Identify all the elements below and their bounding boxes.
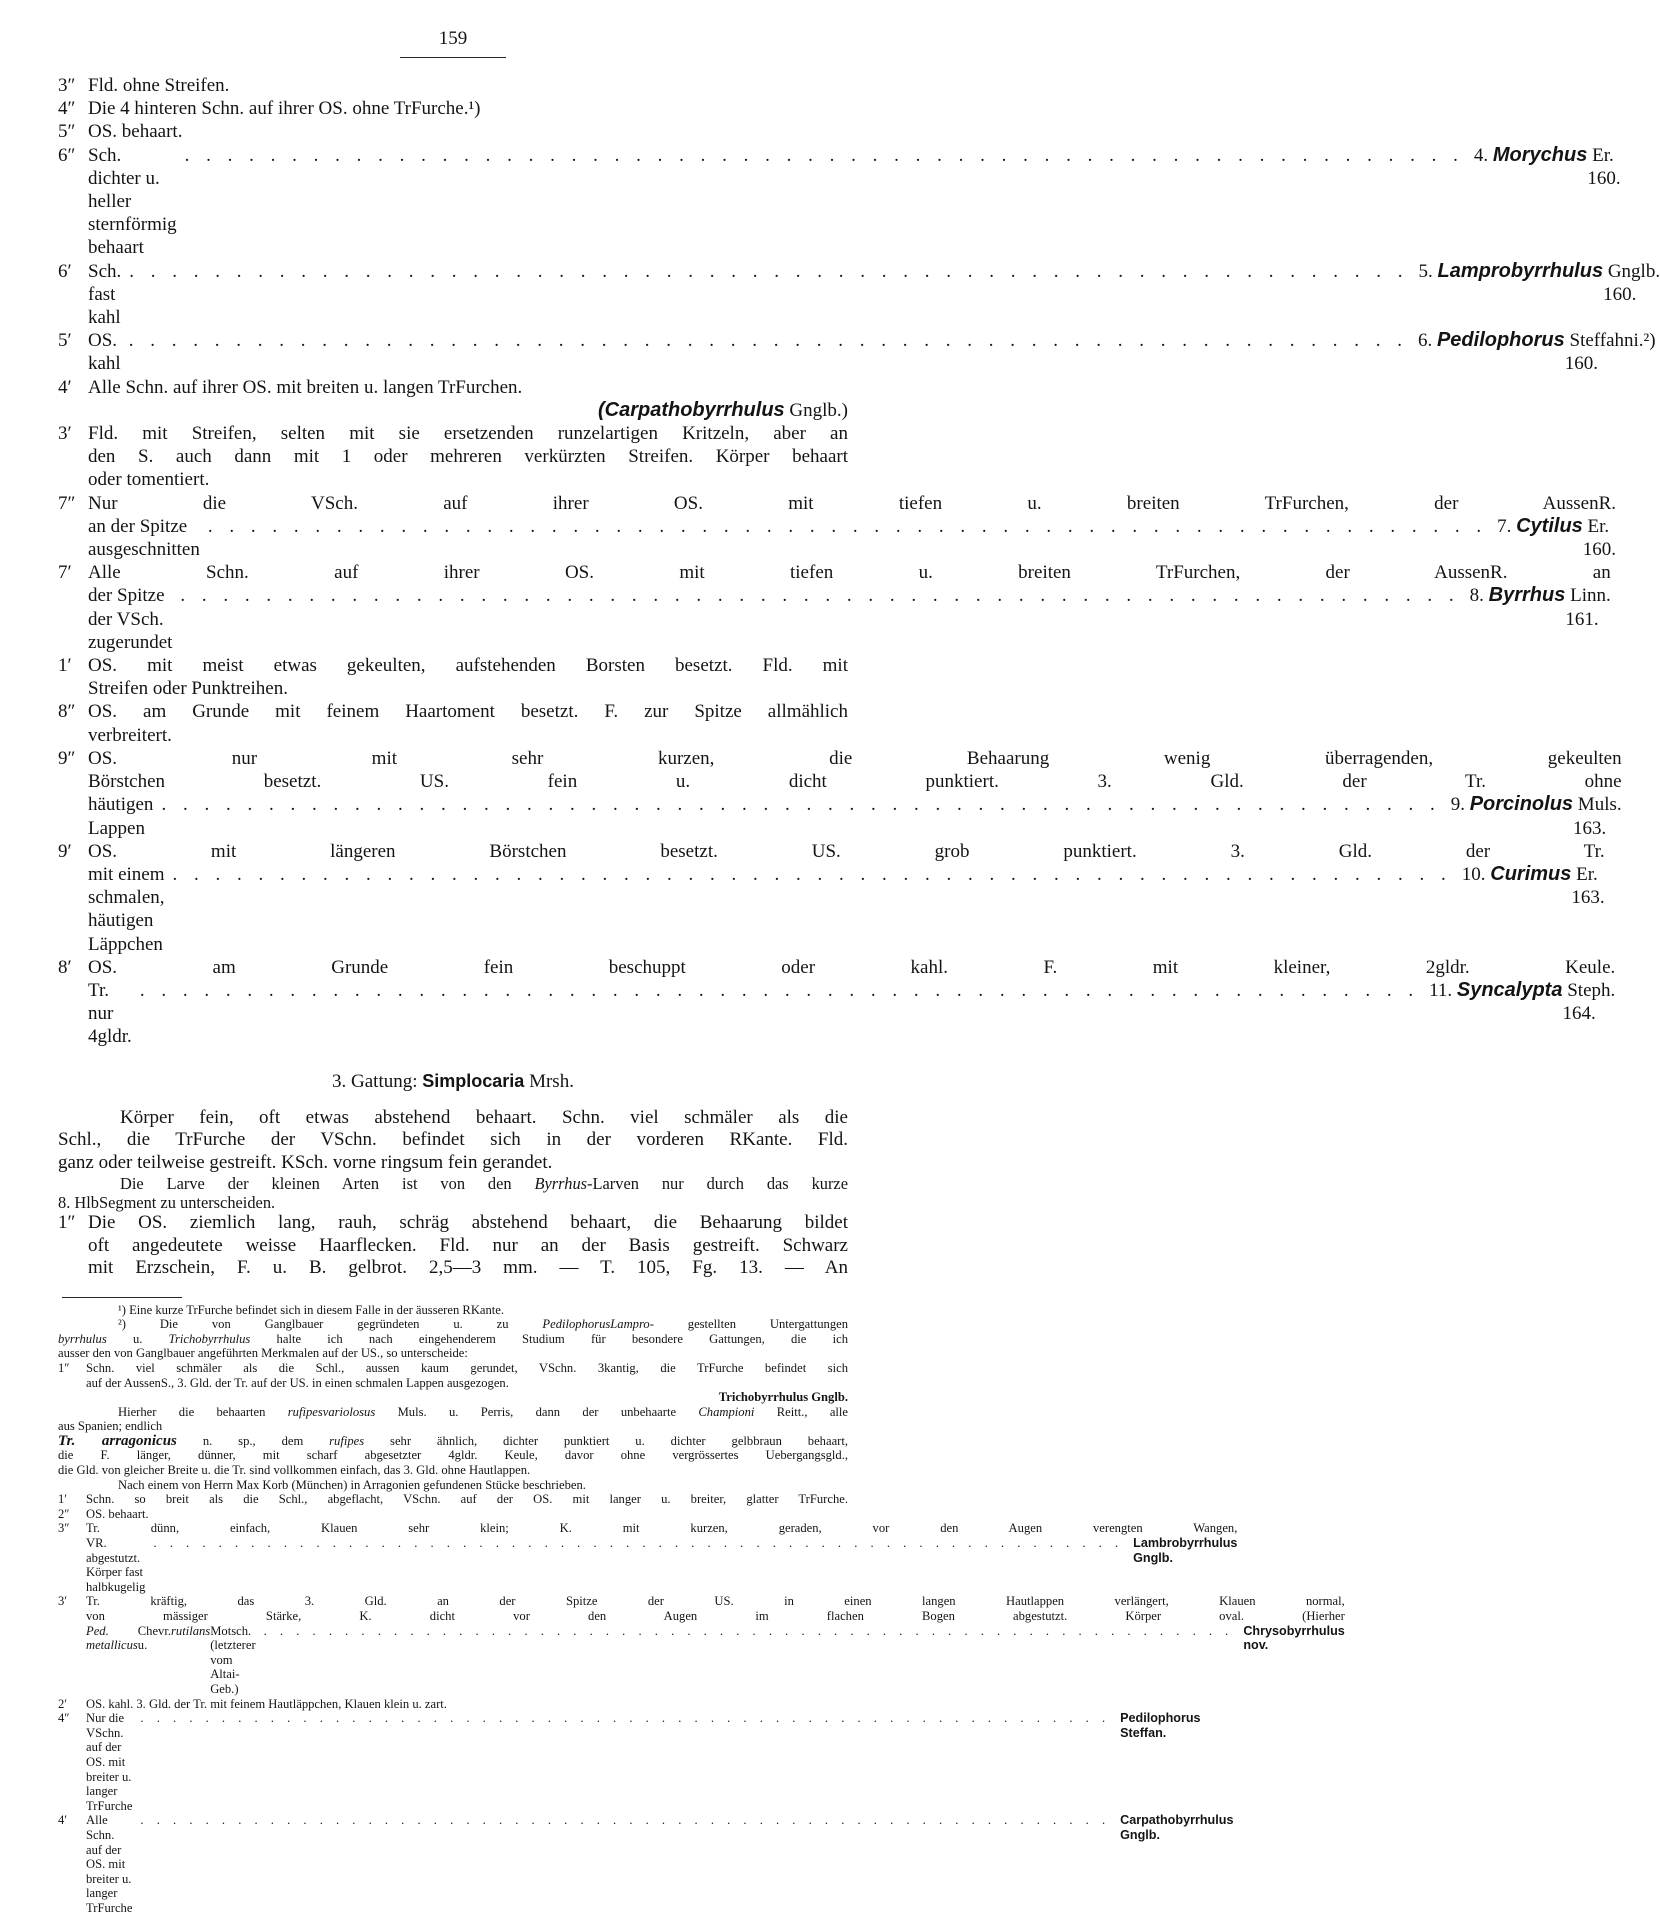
- key-number: 8.: [1469, 585, 1489, 607]
- key-body: [88, 700, 848, 746]
- key-text: Fld. mit Streifen, selten mit sie ersetzenden runzelartigen Kritzeln, aber an: [88, 423, 848, 445]
- footnote-key-body: [86, 1697, 848, 1712]
- key-entry: [58, 840, 1605, 956]
- section-prefix: 3. Gattung:: [332, 1070, 418, 1092]
- taxon-name: Byrrhus: [534, 1174, 588, 1194]
- footnote-key-label: 3″: [58, 1521, 70, 1536]
- key-text: Die 4 hinteren Schn. auf ihrer OS. ohne TrFurche.¹): [88, 98, 481, 120]
- footnote-2-line: [58, 1346, 848, 1361]
- footnote-arragonicus-line: [58, 1434, 848, 1449]
- footnote-hierher-line: [58, 1419, 848, 1434]
- key-entry: [58, 143, 1621, 260]
- key-label: 4′: [58, 376, 72, 398]
- footnote-text: ²) Die von Ganglbauer gegründeten u. zu: [118, 1317, 543, 1332]
- key-line-leader: [88, 515, 1616, 561]
- species-line: mit Erzschein, F. u. B. gelbrot. 2,5—3 mm. — T. 105, Fg. 13. — An: [88, 1257, 848, 1279]
- key-text: den S. auch dann mit 1 oder mehreren verkürzten Streifen. Körper behaart: [88, 446, 848, 468]
- footnote-text: gestellten Untergattungen: [653, 1317, 848, 1332]
- key-line-leader: [88, 144, 1621, 260]
- description-line: Schl., die TrFurche der VSchn. befindet sich in der vorderen RKante. Fld.: [58, 1129, 848, 1151]
- section-genus-name: Simplocaria: [422, 1070, 525, 1091]
- footnote-genus-name: Trichobyrrhulus Gnglb.: [718, 1390, 848, 1405]
- key-body: [88, 329, 1656, 375]
- key-number: 11.: [1429, 979, 1457, 1001]
- footnote-2-line: [58, 1317, 848, 1332]
- genus-name: Lamprobyrrhulus: [1437, 259, 1604, 282]
- key-label: 1″: [58, 1212, 76, 1234]
- footnote-key-text: Alle Schn. auf der OS. mit breiter u. langer TrFurche: [86, 1813, 133, 1915]
- key-entry: [58, 74, 848, 97]
- genus-description: [58, 1107, 848, 1175]
- footnote-key-body: [86, 1492, 848, 1507]
- larva-text: 8. HlbSegment zu unterscheiden.: [58, 1193, 276, 1213]
- footnote-key-entry: [58, 1711, 1201, 1813]
- footnote-key-text: Tr. kräftig, das 3. Gld. an der Spitze der US. in einen langen Hautlappen verlängert, Klauen normal,: [86, 1594, 1345, 1609]
- key-line-leader: [88, 979, 1615, 1049]
- key-text: OS. am Grunde fein beschuppt oder kahl. F. mit kleiner, 2gldr. Keule.: [88, 956, 1616, 978]
- key-label: 6″: [58, 144, 76, 166]
- genus-name: Curimus: [1490, 862, 1572, 885]
- key-body: [88, 376, 848, 422]
- footnote-leader-line: [86, 1813, 1233, 1915]
- dot-leader: . . . . . . . . . . . . . . . . . . . . . . . . . . . . . . . . . . . . . . . . . . . . . . . . . . . . . . . . . . . .: [161, 794, 1441, 816]
- footnote-key-text: Motsch. (letzterer vom Altai-Geb.): [210, 1623, 256, 1696]
- footnote-key-label: 1″: [58, 1360, 70, 1375]
- dot-leader: . . . . . . . . . . . . . . . . . . . . . . . . . . . . . . . . . . . . . . . . . . . . . . . . . . . . . . . . . . . .: [129, 260, 1409, 282]
- dot-leader: . . . . . . . . . . . . . . . . . . . . . . . . . . . . . . . . . . . . . . . . . . . . . . . . . . . . . . . . . . . .: [180, 585, 1460, 607]
- taxon-name: Pedilophorus: [542, 1317, 611, 1332]
- key-line-leader: [88, 584, 1611, 654]
- key-body: [88, 492, 1616, 562]
- species-entry-row: [58, 1212, 848, 1280]
- key-entry: [58, 120, 848, 143]
- larva-line: [58, 1193, 848, 1212]
- footnote-key-entry: [58, 1521, 1238, 1594]
- key-entry: [58, 422, 848, 492]
- footnote-text: n. sp., dem: [176, 1433, 330, 1448]
- larva-line: [58, 1174, 848, 1193]
- key-label: 7″: [58, 492, 76, 514]
- key-entry: [58, 747, 1622, 840]
- footnote-text: Perris, dann der unbehaarte: [480, 1404, 699, 1419]
- genus-name: Pedilophorus: [1436, 329, 1565, 352]
- taxon-name: rutilans: [171, 1623, 211, 1638]
- footnote-hierher-line: [58, 1405, 848, 1420]
- footnote-arragonicus-line: [58, 1463, 848, 1478]
- dot-leader: . . . . . . . . . . . . . . . . . . . . . . . . . . . . . . . . . . . . . . . . . . . . . . . . . . . . . . . . . . . .: [128, 330, 1408, 352]
- footnote-text: Hierher die behaarten: [118, 1404, 288, 1419]
- key-number: 9.: [1450, 794, 1470, 816]
- key-number: 7.: [1497, 515, 1517, 537]
- key-text: Tr. nur 4gldr.: [88, 979, 132, 1048]
- footnote-key-text: Schn. viel schmäler als die Schl., aussen kaum gerundet, VSchn. 3kantig, die TrFurche befindet sich: [86, 1360, 848, 1375]
- key-number: 6.: [1417, 330, 1437, 352]
- key-body: [88, 260, 1660, 330]
- taxon-name: Trichobyrrhulus: [168, 1331, 251, 1346]
- footnote-key-body: [86, 1507, 848, 1522]
- footnotes: [58, 1302, 1345, 1915]
- key-entry: [58, 492, 1617, 562]
- key-text: oder tomentiert.: [88, 469, 210, 491]
- dot-leader: . . . . . . . . . . . . . . . . . . . . . . . . . . . . . . . . . . . . . . . . . . . . . . . . . . . . . . . . . . . .: [139, 979, 1420, 1001]
- genus-author: Er. 160.: [1587, 144, 1621, 189]
- larva-note: [58, 1174, 848, 1212]
- key-text: häutigen Lappen: [88, 794, 154, 839]
- footnote-1: ¹) Eine kurze TrFurche befindet sich in diesem Falle in der äusseren RKante.: [118, 1302, 505, 1317]
- key-body: [88, 97, 848, 120]
- key-entry: [58, 259, 1660, 330]
- genus-name: Syncalypta: [1456, 978, 1563, 1001]
- key-text: mit einem schmalen, häutigen Läppchen: [88, 863, 165, 955]
- key-body: [88, 144, 1621, 260]
- key-text: OS. mit längeren Börstchen besetzt. US. grob punktiert. 3. Gld. der Tr.: [88, 840, 1605, 862]
- genus-name: Byrrhus: [1488, 584, 1566, 607]
- dot-leader: . . . . . . . . . . . . . . . . . . . . . . . . . . . . . . . . . . . . . . . . . . . . . . . . . . . . . . . . . . . .: [172, 863, 1452, 885]
- footnote-key-entry: [58, 1492, 848, 1507]
- footnote-key-text: Schn. so breit als die Schl., abgeflacht, VSchn. auf der OS. mit langer u. breiter, glatter TrFurche.: [86, 1492, 848, 1507]
- footnote-key-body: [86, 1521, 1237, 1594]
- footnote-key-entry: [58, 1594, 1345, 1696]
- key-text: Nur die VSch. auf ihrer OS. mit tiefen u. breiten TrFurchen, der AussenR.: [88, 492, 1617, 514]
- key-body: [88, 654, 848, 700]
- footnote-text: Reitt., alle: [754, 1404, 848, 1419]
- footnote-text: Muls. u.: [375, 1404, 481, 1419]
- taxon-name: rufipes: [287, 1404, 323, 1419]
- key-entry: [58, 561, 1611, 654]
- key-entry: [58, 329, 1656, 375]
- footnote-key-entry: [58, 1697, 848, 1712]
- key-body: [88, 74, 848, 97]
- taxon-name: Ped. metallicus: [86, 1623, 138, 1653]
- footnote-key-body: [86, 1594, 1345, 1696]
- genus-author: Muls. 163.: [1573, 794, 1622, 839]
- key-label: 5′: [58, 330, 72, 352]
- footnote-key-entry: [58, 1361, 848, 1390]
- dot-leader: . . . . . . . . . . . . . . . . . . . . . . . . . . . . . . . . . . . . . . . . . . . . . . . . . . . . . . . . . . . .: [153, 1536, 1124, 1551]
- footnote-key-text: VR. abgestutzt. Körper fast halbkugelig: [86, 1536, 146, 1594]
- footnote-key-text: Nur die VSchn. auf der OS. mit breiter u. langer TrFurche: [86, 1711, 133, 1813]
- key-entry: [58, 700, 848, 746]
- genus-author: Er. 160.: [1582, 515, 1617, 561]
- footnote-text: ausser den von Ganglbauer angeführten Merkmalen auf der US., so unterscheide:: [58, 1346, 468, 1361]
- key-text: Alle Schn. auf ihrer OS. mit tiefen u. breiten TrFurchen, der AussenR. an: [88, 562, 1611, 584]
- taxon-name: Lampro-: [610, 1317, 654, 1332]
- footnote-key-entry: [58, 1813, 1234, 1915]
- footnote-key-label: 3′: [58, 1594, 68, 1609]
- key-number: 4.: [1473, 144, 1493, 166]
- species-line: Die OS. ziemlich lang, rauh, schräg abstehend behaart, die Behaarung bildet: [88, 1212, 848, 1234]
- key-number: 10.: [1461, 863, 1491, 885]
- key-text: OS. mit meist etwas gekeulten, aufstehenden Borsten besetzt. Fld. mit: [88, 655, 848, 677]
- footnote-rule: [62, 1297, 182, 1298]
- key-label: 9′: [58, 840, 72, 862]
- footnote-text: halte ich nach eingehenderem Studium für besondere Gattungen, die ich: [250, 1331, 848, 1346]
- species-line: oft angedeutete weisse Haarflecken. Fld. nur an der Basis gestreift. Schwarz: [88, 1234, 848, 1256]
- dot-leader: . . . . . . . . . . . . . . . . . . . . . . . . . . . . . . . . . . . . . . . . . . . . . . . . . . . . . . . . . . . .: [184, 144, 1464, 166]
- key-line-leader: [88, 329, 1656, 375]
- footnote-text: aus Spanien; endlich: [58, 1419, 163, 1434]
- key-text: an der Spitze ausgeschnitten: [88, 515, 200, 561]
- larva-text: -Larven nur durch das kurze: [587, 1174, 848, 1194]
- key-body: [88, 561, 1611, 654]
- genus-author: Gnglb.): [784, 399, 848, 421]
- key-text: Börstchen besetzt. US. fein u. dicht punktiert. 3. Gld. der Tr. ohne: [88, 771, 1622, 793]
- genus-name: Morychus: [1492, 143, 1588, 166]
- footnote-text: die Gld. von gleicher Breite u. die Tr. sind vollkommen einfach, das 3. Gld. ohne Hautlappen.: [58, 1463, 531, 1478]
- section-author: Mrsh.: [529, 1070, 574, 1092]
- key-entry: [58, 654, 848, 700]
- key-text: Alle Schn. auf ihrer OS. mit breiten u. langen TrFurchen.: [88, 376, 523, 398]
- footnote-leader-line: [86, 1711, 1201, 1813]
- key-line-leader: [88, 793, 1622, 839]
- key-label: 8′: [58, 956, 72, 978]
- footnote-text: die F. länger, dünner, mit scharf abgesetzter 4gldr. Keule, davor ohne vergrössertes Uebergangsgld.,: [58, 1448, 848, 1463]
- genus-author: Er. 163.: [1571, 863, 1605, 909]
- genus-author: Steph. 164.: [1562, 979, 1616, 1025]
- key-body: [88, 120, 848, 143]
- footnote-text: u.: [106, 1331, 169, 1346]
- key-label: 7′: [58, 562, 72, 584]
- key-label: 6′: [58, 260, 72, 282]
- determination-key: [58, 74, 1660, 1049]
- footnote-genus-name: Lambrobyrrhulus Gnglb.: [1133, 1536, 1238, 1565]
- genus-author: Linn. 161.: [1565, 585, 1611, 630]
- taxon-name: variolosus: [322, 1404, 376, 1419]
- footnote-key-label: 2′: [58, 1696, 68, 1711]
- key-label: 8″: [58, 701, 76, 723]
- key-text: Streifen oder Punktreihen.: [88, 678, 288, 700]
- footnote-key-text: auf der AussenS., 3. Gld. der Tr. auf der US. in einen schmalen Lappen ausgezogen.: [86, 1375, 509, 1390]
- footnote-arragonicus-line: [58, 1448, 848, 1463]
- dot-leader: . . . . . . . . . . . . . . . . . . . . . . . . . . . . . . . . . . . . . . . . . . . . . . . . . . . . . . . . . . . .: [263, 1623, 1234, 1638]
- key-label: 5″: [58, 121, 76, 143]
- taxon-name: Championi: [698, 1404, 755, 1419]
- footnote-key-text: OS. kahl. 3. Gld. der Tr. mit feinem Hautläppchen, Klauen klein u. zart.: [86, 1696, 447, 1711]
- key-entry: [58, 956, 1616, 1049]
- key-text: Sch. dichter u. heller sternförmig behaart: [88, 144, 177, 259]
- footnote-key-label: 2″: [58, 1506, 70, 1521]
- footnote-text: sehr ähnlich, dichter punktiert u. dichter gelbbraun behaart,: [364, 1433, 848, 1448]
- footnote-key-text: Tr. dünn, einfach, Klauen sehr klein; K. mit kurzen, geraden, vor den Augen verengten Wangen,: [86, 1521, 1238, 1536]
- footnote-korb: Nach einem von Herrn Max Korb (München) in Arragonien gefundenen Stücke beschrieben.: [118, 1477, 586, 1492]
- genus-author: Gnglb. 160.: [1603, 260, 1660, 305]
- key-label: 4″: [58, 98, 76, 120]
- genus-name: Cytilus: [1516, 514, 1583, 537]
- footnote-key-body: [86, 1813, 1233, 1915]
- footnote-key-text: von mässiger Stärke, K. dicht vor den Augen im flachen Bogen abgestutzt. Körper oval. (Hierher: [86, 1609, 1345, 1623]
- footnote-leader-line: [86, 1536, 1237, 1594]
- genus-name: Porcinolus: [1469, 793, 1574, 816]
- key-entry: [58, 97, 848, 120]
- key-line-leader: [88, 260, 1660, 330]
- key-text: OS. behaart.: [88, 121, 183, 143]
- key-text: OS. am Grunde mit feinem Haartoment besetzt. F. zur Spitze allmählich: [88, 701, 848, 723]
- footnote-key-text: Chevr. u.: [137, 1623, 171, 1653]
- footnote-key-body: [86, 1361, 848, 1390]
- key-line-leader: [88, 863, 1605, 956]
- key-label: 9″: [58, 747, 76, 769]
- dot-leader: . . . . . . . . . . . . . . . . . . . . . . . . . . . . . . . . . . . . . . . . . . . . . . . . . . . . . . . . . . . .: [140, 1813, 1111, 1828]
- key-label: 3′: [58, 423, 72, 445]
- footnote-key-body: [86, 1711, 1201, 1813]
- section-title: [58, 1071, 848, 1093]
- footnote-genus-name: Pedilophorus Steffan.: [1120, 1711, 1201, 1740]
- species-entry: [58, 1212, 848, 1280]
- footnote-key-label: 1′: [58, 1492, 68, 1507]
- footnote-genus-name: Chrysobyrrhulus nov.: [1243, 1623, 1345, 1653]
- key-label: 3″: [58, 75, 76, 96]
- footnote-genus-name: Carpathobyrrhulus Gnglb.: [1120, 1813, 1234, 1842]
- footnote-key-entry: [58, 1507, 848, 1522]
- species-body: [88, 1212, 848, 1280]
- key-body: [88, 956, 1615, 1049]
- footnote-2-line: [58, 1332, 848, 1347]
- key-label: 1′: [58, 655, 72, 677]
- key-text: der Spitze der VSch. zugerundet: [88, 585, 173, 653]
- key-body: [88, 840, 1605, 956]
- key-line-genus: [88, 399, 848, 422]
- footnote-key-label: 4′: [58, 1813, 68, 1828]
- larva-text: Die Larve der kleinen Arten ist von den: [120, 1174, 535, 1194]
- footnote-key-text: OS. behaart.: [86, 1506, 149, 1521]
- key-text: OS. kahl: [88, 330, 121, 375]
- page-number: 159: [438, 28, 468, 49]
- description-line: ganz oder teilweise gestreift. KSch. vorne ringsum fein gerandet.: [58, 1151, 553, 1173]
- key-text: OS. nur mit sehr kurzen, die Behaarung wenig überragenden, gekeulten: [88, 747, 1622, 769]
- key-text: verbreitert.: [88, 724, 172, 746]
- genus-name: (Carpathobyrrhulus: [597, 398, 785, 421]
- description-line: Körper fein, oft etwas abstehend behaart. Schn. viel schmäler als die: [120, 1106, 848, 1128]
- header-rule: [400, 57, 506, 58]
- footnote-leader-line: [86, 1624, 1345, 1697]
- genus-author: Steffahni.²) 160.: [1564, 330, 1656, 375]
- key-text: Fld. ohne Streifen.: [88, 75, 230, 96]
- key-text: Sch. fast kahl: [88, 260, 122, 329]
- key-body: [88, 422, 848, 492]
- key-number: 5.: [1418, 260, 1438, 282]
- taxon-name: byrrhulus: [58, 1331, 107, 1346]
- key-entry: [58, 376, 848, 422]
- dot-leader: . . . . . . . . . . . . . . . . . . . . . . . . . . . . . . . . . . . . . . . . . . . . . . . . . . . . . . . . . . . .: [140, 1711, 1111, 1726]
- key-body: [88, 747, 1622, 840]
- taxon-name: rufipes: [329, 1433, 365, 1448]
- taxon-name: Tr. arragonicus: [58, 1432, 177, 1449]
- footnote-key-label: 4″: [58, 1711, 70, 1726]
- dot-leader: . . . . . . . . . . . . . . . . . . . . . . . . . . . . . . . . . . . . . . . . . . . . . . . . . . . . . . . . . . . .: [207, 515, 1488, 537]
